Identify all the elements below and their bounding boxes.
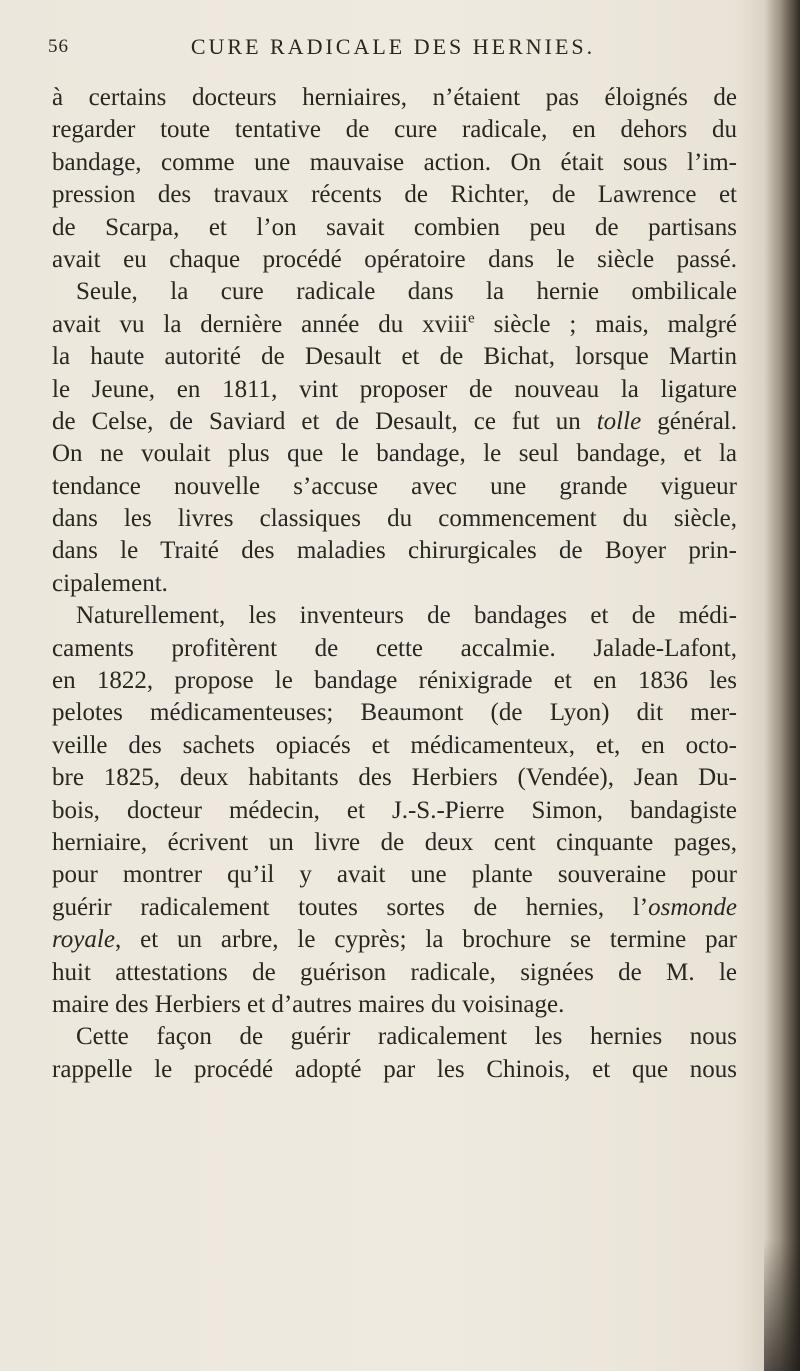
text-line: en 1822, propose le bandage rénixigrade et en 1836 les [52,667,737,695]
text-line: dans le Traité des maladies chirurgicales de Boyer prin- [52,537,737,565]
text-line: pression des travaux récents de Richter, de Lawrence et [52,181,737,209]
text-line: avait vu la dernière année du xviii$^e$ siècle ; mais, malgré [52,310,737,338]
text-line: Seule, la cure radicale dans la hernie ombilicale [76,278,737,306]
page-header [48,30,738,66]
text-line: dans les livres classiques du commencement du siècle, [52,505,737,533]
text-line: pelotes médicamenteuses; Beaumont (de Lyon) dit mer- [52,699,737,727]
text-line: de Celse, de Saviard et de Desault, ce fut un tolle général. [52,407,737,435]
text-line: le Jeune, en 1811, vint proposer de nouveau la ligature [52,375,737,403]
text-line: Naturellement, les inventeurs de bandages et de médi- [76,602,737,630]
text-line: à certains docteurs herniaires, n’étaient pas éloignés de [52,84,737,111]
text-line: avait eu chaque procédé opératoire dans le siècle passé. [52,245,737,273]
text-line: maire des Herbiers et d’autres maires du voisinage. [52,990,565,1018]
text-line: caments profitèrent de cette accalmie. Jalade-Lafont, [52,634,737,662]
text-line: herniaire, écrivent un livre de deux cent cinquante pages, [52,828,737,856]
text-line: guérir radicalement toutes sortes de hernies, l’osmonde [52,893,737,921]
text-line: On ne voulait plus que le bandage, le seul bandage, et la [52,440,737,468]
binding-shadow [764,1240,800,1371]
text-line: tendance nouvelle s’accuse avec une grande vigueur [52,472,737,500]
text-line: la haute autorité de Desault et de Bichat, lorsque Martin [52,343,737,371]
text-line: bre 1825, deux habitants des Herbiers (Vendée), Jean Du- [52,764,737,792]
text-line: de Scarpa, et l’on savait combien peu de partisans [52,213,737,241]
text-line: Cette façon de guérir radicalement les hernies nous [76,1023,737,1051]
text-line: regarder toute tentative de cure radicale, en dehors du [52,116,737,144]
text-line: pour montrer qu’il y avait une plante souveraine pour [52,861,737,889]
text-line: rappelle le procédé adopté par les Chinois, et que nous [52,1055,737,1083]
text-line: bandage, comme une mauvaise action. On était sous l’im- [52,148,737,176]
text-line: huit attestations de guérison radicale, signées de M. le [52,958,737,986]
running-title: CURE RADICALE DES HERNIES. [190,34,596,59]
body-text [52,82,737,1086]
text-line: royale, et un arbre, le cyprès; la brochure se termine par [52,926,737,954]
text-line: bois, docteur médecin, et J.-S.-Pierre Simon, bandagiste [52,796,737,824]
text-line: cipalement. [52,569,168,597]
page-number: 56 [48,36,69,57]
binding-gutter [764,0,800,1371]
text-line: veille des sachets opiacés et médicamenteux, et, en octo- [52,731,737,759]
